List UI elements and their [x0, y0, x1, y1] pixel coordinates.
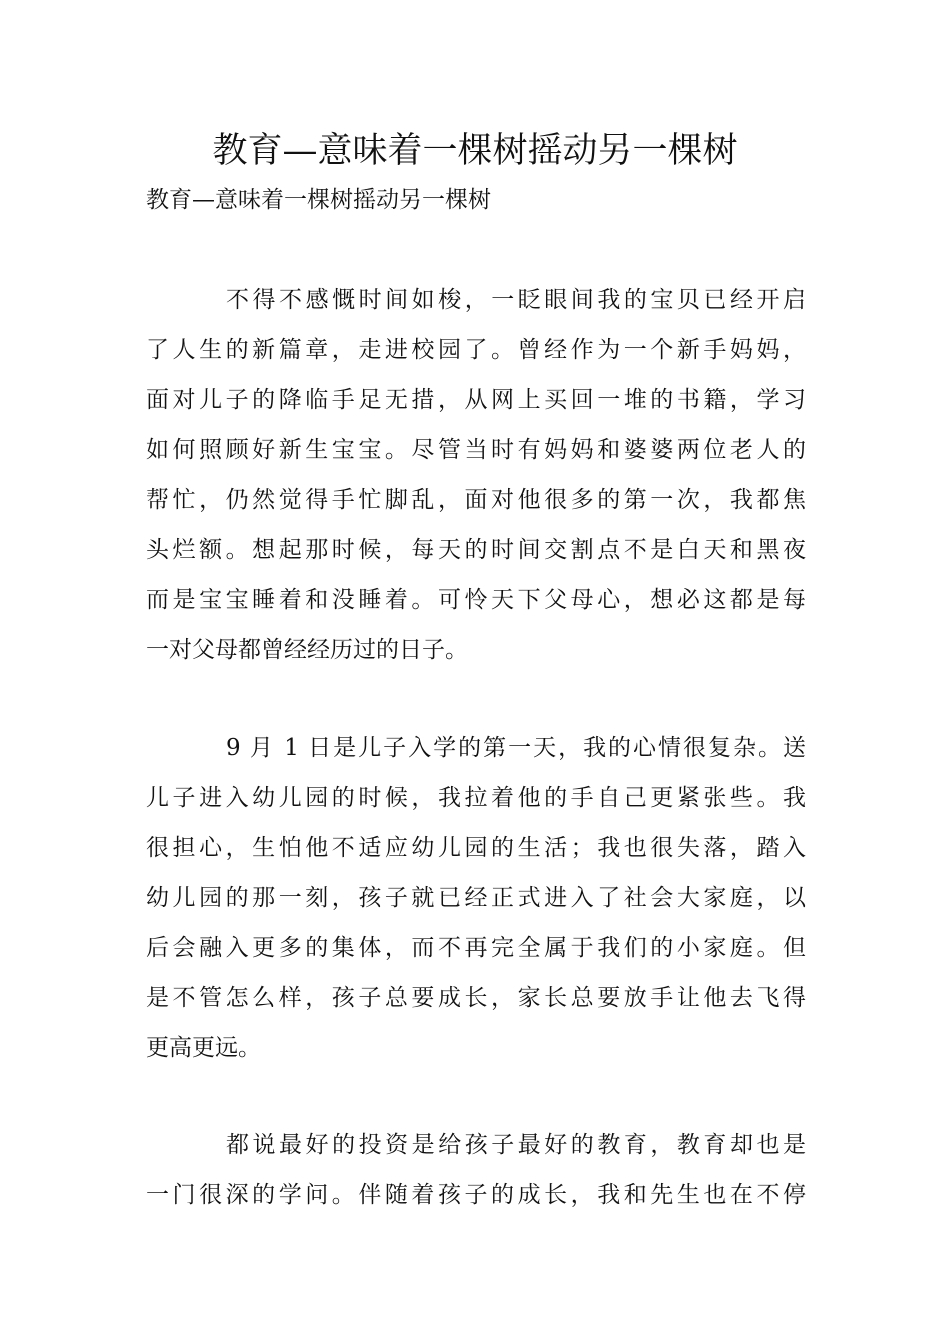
text-line: 一门很深的学问。伴随着孩子的成长，我和先生也在不停 [146, 1182, 806, 1208]
text-line: 幼儿园的那一刻，孩子就已经正式进入了社会大家庭，以 [146, 885, 806, 911]
text-line: 9 月 1 日是儿子入学的第一天，我的心情很复杂。送 [226, 735, 806, 761]
text-line: 头烂额。想起那时候，每天的时间交割点不是白天和黑夜 [146, 537, 806, 563]
document-subtitle: 教育—意味着一棵树摇动另一棵树 [146, 187, 491, 213]
text-line: 帮忙，仍然觉得手忙脚乱，面对他很多的第一次，我都焦 [146, 487, 806, 513]
text-line: 都说最好的投资是给孩子最好的教育，教育却也是 [226, 1132, 806, 1158]
text-line: 很担心，生怕他不适应幼儿园的生活；我也很失落，踏入 [146, 835, 806, 861]
text-line: 面对儿子的降临手足无措，从网上买回一堆的书籍，学习 [146, 387, 806, 413]
text-line: 是不管怎么样，孩子总要成长，家长总要放手让他去飞得 [146, 985, 806, 1011]
text-line: 一对父母都曾经经历过的日子。 [146, 637, 468, 663]
text-line: 更高更远。 [146, 1035, 261, 1061]
text-line: 后会融入更多的集体，而不再完全属于我们的小家庭。但 [146, 935, 806, 961]
text-line: 而是宝宝睡着和没睡着。可怜天下父母心，想必这都是每 [146, 587, 806, 613]
text-line: 如何照顾好新生宝宝。尽管当时有妈妈和婆婆两位老人的 [146, 437, 806, 463]
text-line: 了人生的新篇章，走进校园了。曾经作为一个新手妈妈， [146, 337, 806, 363]
text-line: 不得不感慨时间如梭，一眨眼间我的宝贝已经开启 [226, 287, 806, 313]
text-line: 儿子进入幼儿园的时候，我拉着他的手自己更紧张些。我 [146, 785, 806, 811]
document-title: 教育—意味着一棵树摇动另一棵树 [212, 131, 738, 171]
